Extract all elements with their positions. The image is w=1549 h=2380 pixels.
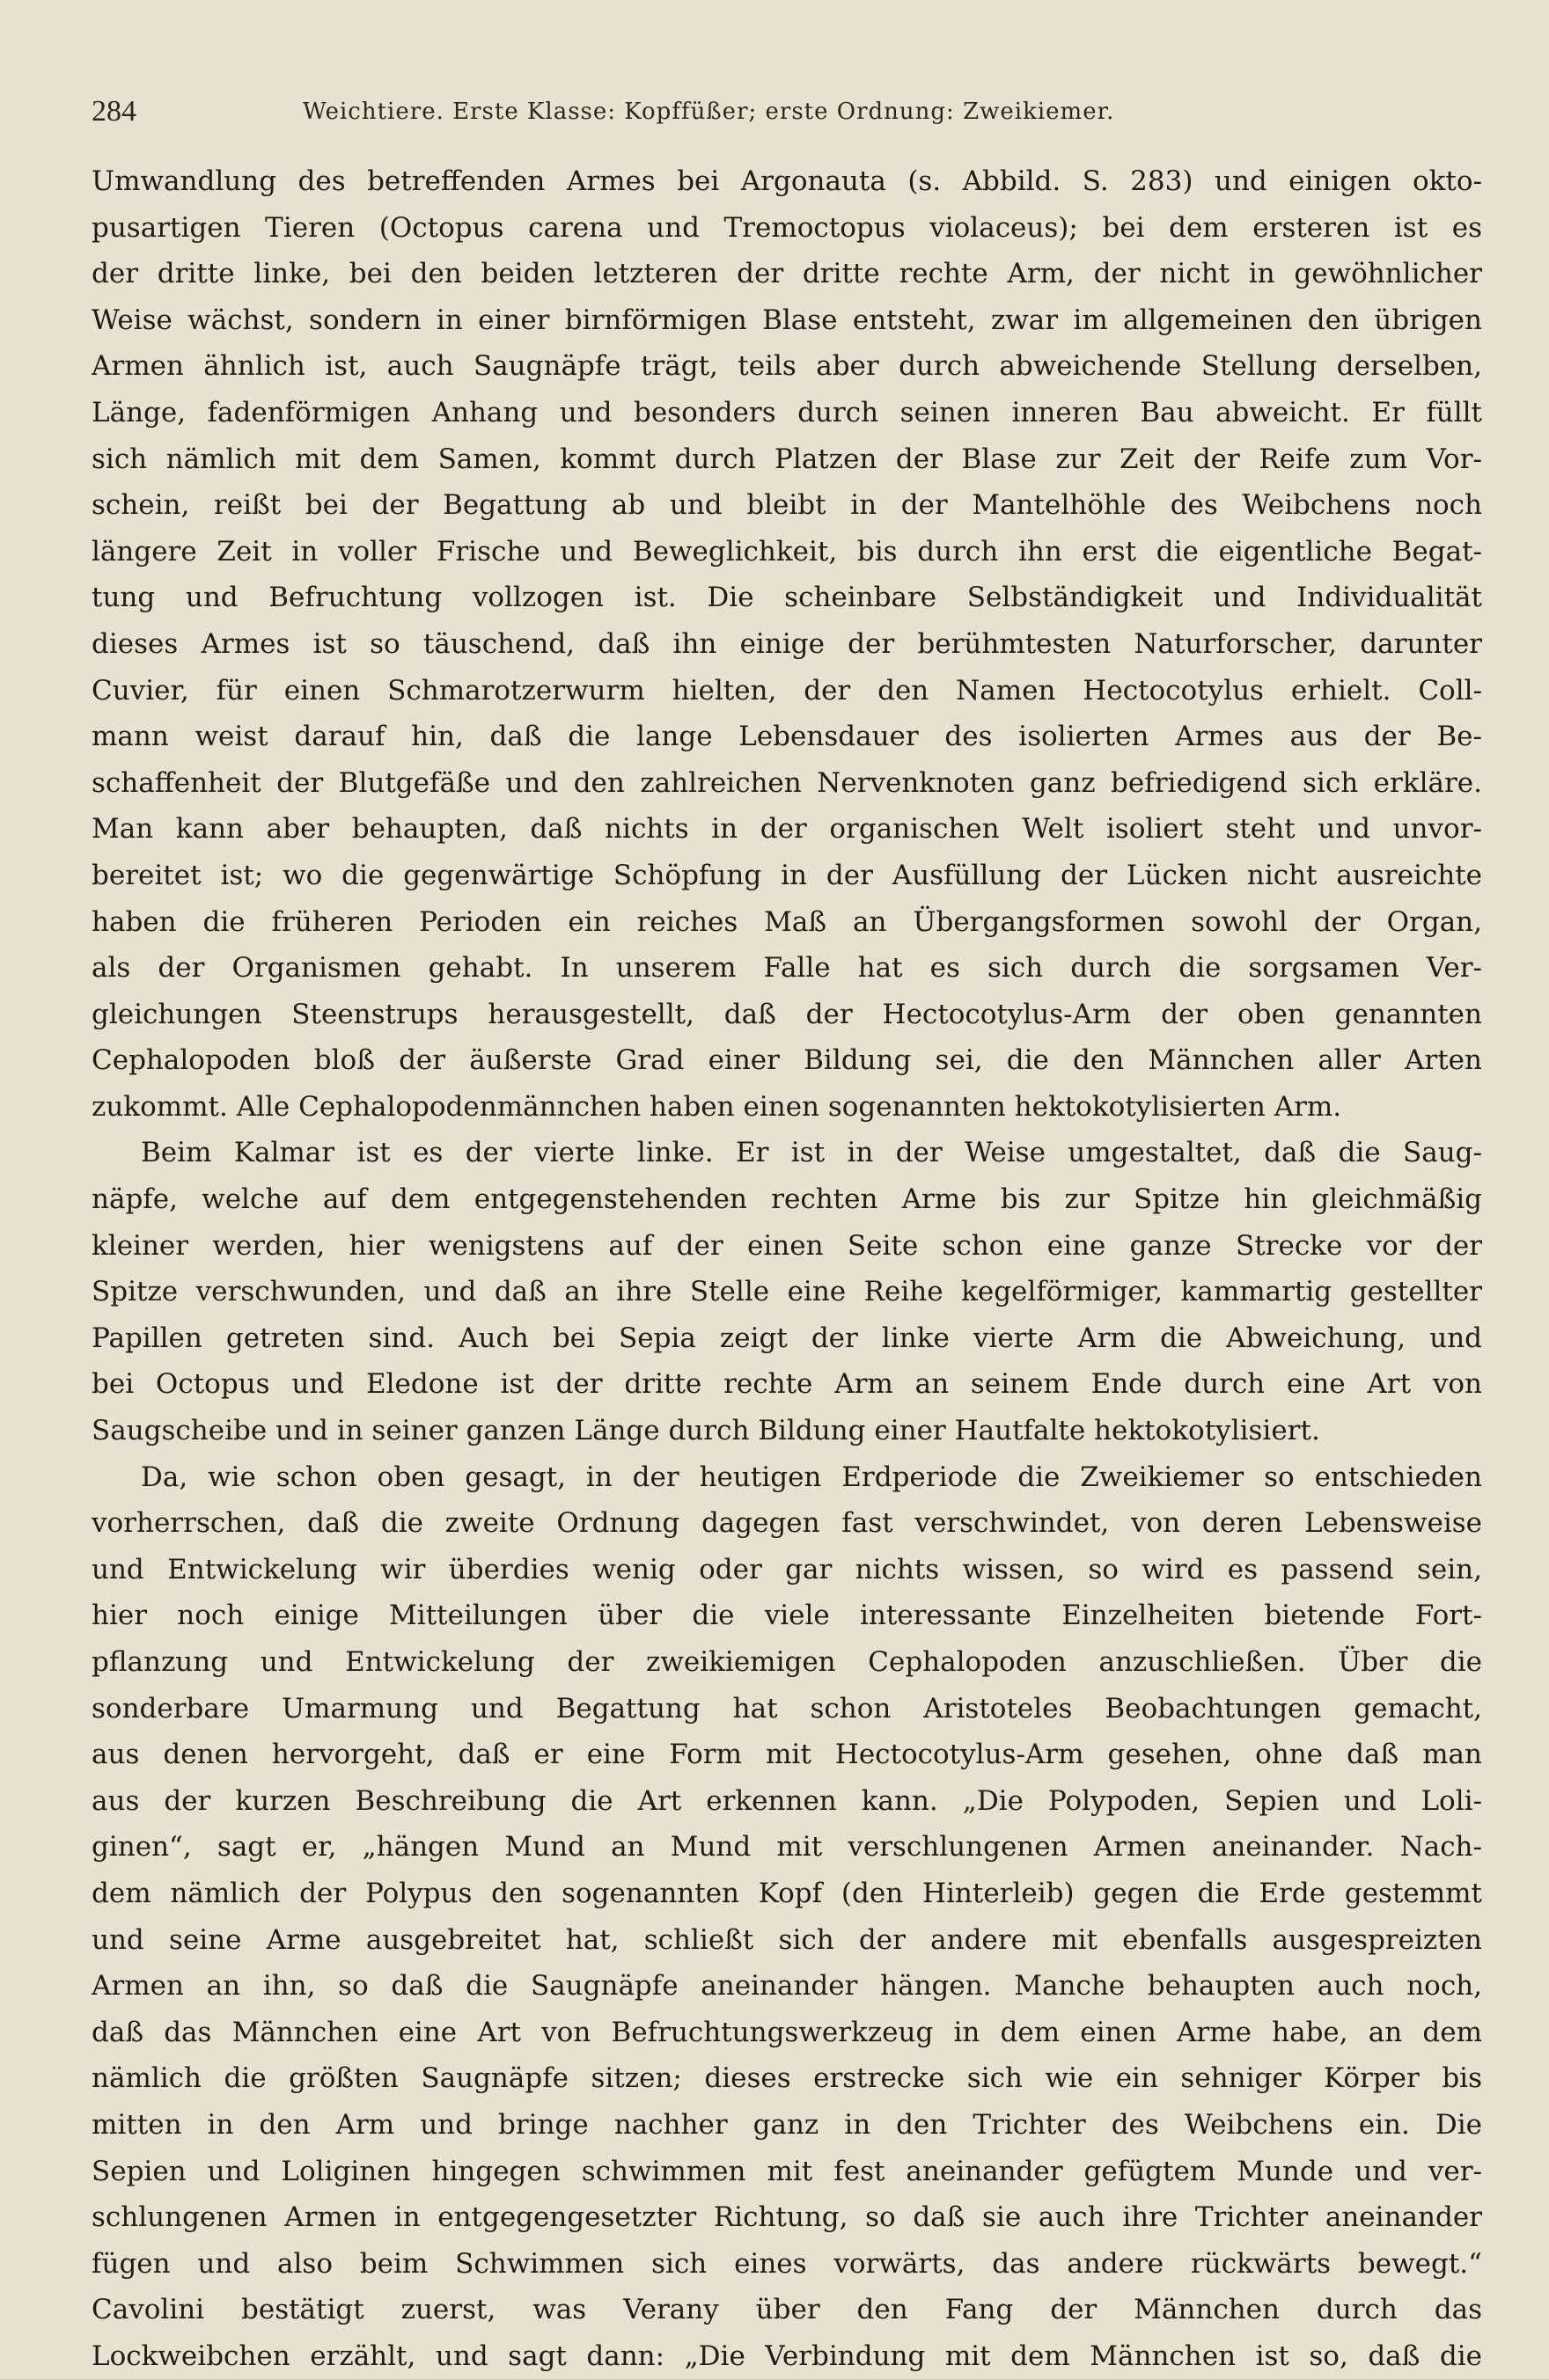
text-line: fügen und also beim Schwimmen sich eines vorwärts, das andere rückwärts bewegt.“ [92, 2247, 1482, 2280]
text-line: zukommt. Alle Cephalopodenmännchen haben einen sogenannten hektokotylisierten Arm. [92, 1090, 1342, 1123]
text-line: sich nämlich mit dem Samen, kommt durch Platzen der Blase zur Zeit der Reife zum Vor- [92, 443, 1482, 475]
text-line: Weise wächst, sondern in einer birnförmigen Blase entsteht, zwar im allgemeinen den übrigen [92, 304, 1482, 336]
text-line: dem nämlich der Polypus den sogenannten Kopf (den Hinterleib) gegen die Erde gestemmt [92, 1877, 1482, 1909]
text-line: daß das Männchen eine Art von Befruchtungswerkzeug in dem einen Arme habe, an dem [92, 2016, 1482, 2048]
text-line: Länge, fadenförmigen Anhang und besonders durch seinen inneren Bau abweicht. Er füllt [92, 396, 1482, 428]
text-line: und seine Arme ausgebreitet hat, schließt sich der andere mit ebenfalls ausgespreizten [92, 1923, 1482, 1956]
text-line: mitten in den Arm und bringe nachher ganz in den Trichter des Weibchens ein. Die [92, 2108, 1482, 2141]
text-line: längere Zeit in voller Frische und Beweglichkeit, bis durch ihn erst die eigentliche Begat- [92, 535, 1482, 568]
text-line: näpfe, welche auf dem entgegenstehenden rechten Arme bis zur Spitze hin gleichmäßig [92, 1183, 1482, 1216]
text-line: Umwandlung des betreffenden Armes bei Argonauta (s. Abbild. S. 283) und einigen okto- [92, 165, 1482, 197]
running-head: Weichtiere. Erste Klasse: Kopffüßer; erste Ordnung: Zweikiemer. [303, 99, 1115, 125]
text-line: ginen“, sagt er, „hängen Mund an Mund mit verschlungenen Armen aneinander. Nach- [92, 1831, 1482, 1864]
text-line: kleiner werden, hier wenigstens auf der einen Seite schon eine ganze Strecke vor der [92, 1229, 1482, 1262]
text-line: und Entwickelung wir überdies wenig oder gar nichts wissen, so wird es passend sein, [92, 1553, 1482, 1585]
text-line: mann weist darauf hin, daß die lange Lebensdauer des isolierten Armes aus der Be- [92, 721, 1482, 753]
text-line: schlungenen Armen in entgegengesetzter Richtung, so daß sie auch ihre Trichter aneinander [92, 2201, 1482, 2234]
text-line: schein, reißt bei der Begattung ab und bleibt in der Mantelhöhle des Weibchens noch [92, 489, 1482, 522]
text-line: haben die früheren Perioden ein reiches Maß an Übergangsformen sowohl der Organ, [92, 905, 1482, 938]
text-line: nämlich die größten Saugnäpfe sitzen; dieses erstrecke sich wie ein sehniger Körper bis [92, 2062, 1482, 2095]
text-line: als der Organismen gehabt. In unserem Falle hat es sich durch die sorgsamen Ver- [92, 952, 1482, 985]
page-number: 284 [92, 95, 136, 128]
text-line: dieses Armes ist so täuschend, daß ihn einige der berühmtesten Naturforscher, darunter [92, 627, 1482, 660]
text-line: sonderbare Umarmung und Begattung hat schon Aristoteles Beobachtungen gemacht, [92, 1692, 1482, 1725]
text-line: Armen an ihn, so daß die Saugnäpfe aneinander hängen. Manche behaupten auch noch, [92, 1970, 1482, 2003]
text-line: Lockweibchen erzählt, und sagt dann: „Die Verbindung mit dem Männchen ist so, daß die [92, 2340, 1482, 2372]
text-line: tung und Befruchtung vollzogen ist. Die scheinbare Selbständigkeit und Individualität [92, 582, 1482, 614]
page-header [92, 95, 1482, 144]
text-line: Saugscheibe und in seiner ganzen Länge durch Bildung einer Hautfalte hektokotylisiert. [92, 1415, 1320, 1447]
text-line: Man kann aber behaupten, daß nichts in der organischen Welt isoliert steht und unvor- [92, 813, 1482, 846]
body-text [92, 158, 1482, 2380]
text-line: Cephalopoden bloß der äußerste Grad einer Bildung sei, die den Männchen aller Arten [92, 1044, 1482, 1077]
text-line: hier noch einige Mitteilungen über die viele interessante Einzelheiten bietende Fort- [92, 1600, 1482, 1632]
text-line: gleichungen Steenstrups herausgestellt, daß der Hectocotylus-Arm der oben genannten [92, 998, 1482, 1030]
text-line: Beim Kalmar ist es der vierte linke. Er ist in der Weise umgestaltet, daß die Saug- [141, 1137, 1482, 1169]
text-line: aus denen hervorgeht, daß er eine Form mit Hectocotylus-Arm gesehen, ohne daß man [92, 1739, 1482, 1771]
text-line: vorherrschen, daß die zweite Ordnung dagegen fast verschwindet, von deren Lebensweise [92, 1507, 1482, 1540]
text-line: pflanzung und Entwickelung der zweikiemigen Cephalopoden anzuschließen. Über die [92, 1646, 1482, 1678]
text-line: der dritte linke, bei den beiden letzteren der dritte rechte Arm, der nicht in gewöhnlicher [92, 258, 1482, 290]
text-line: schaffenheit der Blutgefäße und den zahlreichen Nervenknoten ganz befriedigend sich erkläre. [92, 766, 1482, 799]
text-line: Sepien und Loliginen hingegen schwimmen mit fest aneinander gefügtem Munde und ver- [92, 2155, 1482, 2187]
text-line: aus der kurzen Beschreibung die Art erkennen kann. „Die Polypoden, Sepien und Loli- [92, 1784, 1482, 1817]
text-line: Cuvier, für einen Schmarotzerwurm hielten, der den Namen Hectocotylus erhielt. Coll- [92, 674, 1482, 707]
text-line: Spitze verschwunden, und daß an ihre Stelle eine Reihe kegelförmiger, kammartig gestellter [92, 1276, 1482, 1308]
text-line: bei Octopus und Eledone ist der dritte rechte Arm an seinem Ende durch eine Art von [92, 1368, 1482, 1401]
text-line: Da, wie schon oben gesagt, in der heutigen Erdperiode die Zweikiemer so entschieden [141, 1461, 1482, 1493]
text-line: Armen ähnlich ist, auch Saugnäpfe trägt, teils aber durch abweichende Stellung derselben, [92, 350, 1482, 383]
text-line: Cavolini bestätigt zuerst, was Verany über den Fang der Männchen durch das [92, 2294, 1482, 2326]
text-line: bereitet ist; wo die gegenwärtige Schöpfung in der Ausfüllung der Lücken nicht ausreichte [92, 859, 1482, 891]
text-line: pusartigen Tieren (Octopus carena und Tremoctopus violaceus); bei dem ersteren ist es [92, 211, 1482, 244]
text-line: Papillen getreten sind. Auch bei Sepia zeigt der linke vierte Arm die Abweichung, und [92, 1322, 1482, 1354]
